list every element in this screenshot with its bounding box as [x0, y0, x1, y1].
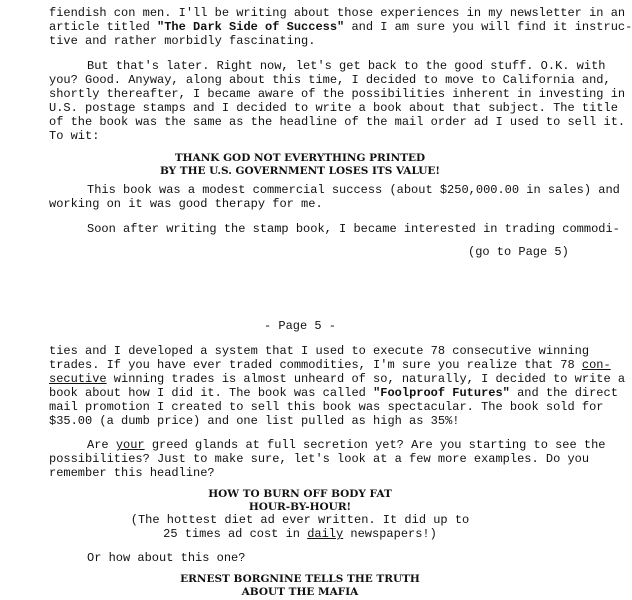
text-line: secutive winning trades is almost unheard of so, naturally, I decided to write a	[49, 372, 626, 386]
text-line: fiendish con men. I'll be writing about those experiences in my newsletter in an	[49, 6, 626, 20]
text-line: mail promotion I created to sell this book was spectacular. The book sold for	[49, 400, 604, 414]
text-line: Are your greed glands at full secretion yet? Are you starting to see the	[87, 438, 606, 452]
page-number: - Page 5 -	[263, 319, 336, 333]
headline-line: HOW TO BURN OFF BODY FAT	[208, 488, 392, 500]
text-line: you? Good. Anyway, along about this time, I decided to move to California and,	[49, 73, 611, 87]
text-line: Or how about this one?	[87, 551, 246, 565]
text-line: But that's later. Right now, let's get back to the good stuff. O.K. with	[87, 59, 606, 73]
article-title: "The Dark Side of Success"	[157, 20, 345, 34]
text-line: book about how I did it. The book was called "Foolproof Futures" and the direct	[49, 386, 618, 400]
text-line: shortly thereafter, I became aware of the possibilities inherent in investing in	[49, 87, 626, 101]
text-line: of the book was the same as the headline of the mail order ad I used to sell it.	[49, 115, 626, 129]
text-line: article titled "The Dark Side of Success" and I am sure you will find it instruc-	[49, 20, 632, 34]
text-line: U.S. postage stamps and I decided to write a book about that subject. The title	[49, 101, 618, 115]
headline-line: HOUR-BY-HOUR!	[248, 501, 352, 513]
text-line: $35.00 (a dumb price) and one list pulled as high as 35%!	[49, 414, 460, 428]
text-line: Soon after writing the stamp book, I became interested in trading commodi-	[87, 222, 620, 236]
text-line: possibilities? Just to make sure, let's look at a few more examples. Do you	[49, 452, 590, 466]
subheadline-line: (The hottest diet ad ever written. It did up to	[130, 513, 470, 527]
text-line: To wit:	[49, 129, 100, 143]
text-line: trades. If you have ever traded commodities, I'm sure you realize that 78 con-	[49, 358, 611, 372]
text-line: This book was a modest commercial success (about $250,000.00 in sales) and	[87, 183, 620, 197]
book-title: "Foolproof Futures"	[373, 386, 510, 400]
text-line: ties and I developed a system that I used to execute 78 consecutive winning	[49, 344, 590, 358]
text-line: tive and rather morbidly fascinating.	[49, 34, 316, 48]
text-line: remember this headline?	[49, 466, 215, 480]
text-line: working on it was good therapy for me.	[49, 197, 323, 211]
headline-line: ABOUT THE MAFIA	[241, 586, 359, 598]
subheadline-line: 25 times ad cost in daily newspapers!)	[163, 527, 437, 541]
headline-line: ERNEST BORGNINE TELLS THE TRUTH	[180, 573, 420, 585]
headline-line: THANK GOD NOT EVERYTHING PRINTED	[174, 152, 426, 164]
headline-line: BY THE U.S. GOVERNMENT LOSES ITS VALUE!	[159, 165, 441, 177]
page-continuation-note: (go to Page 5)	[468, 245, 569, 259]
